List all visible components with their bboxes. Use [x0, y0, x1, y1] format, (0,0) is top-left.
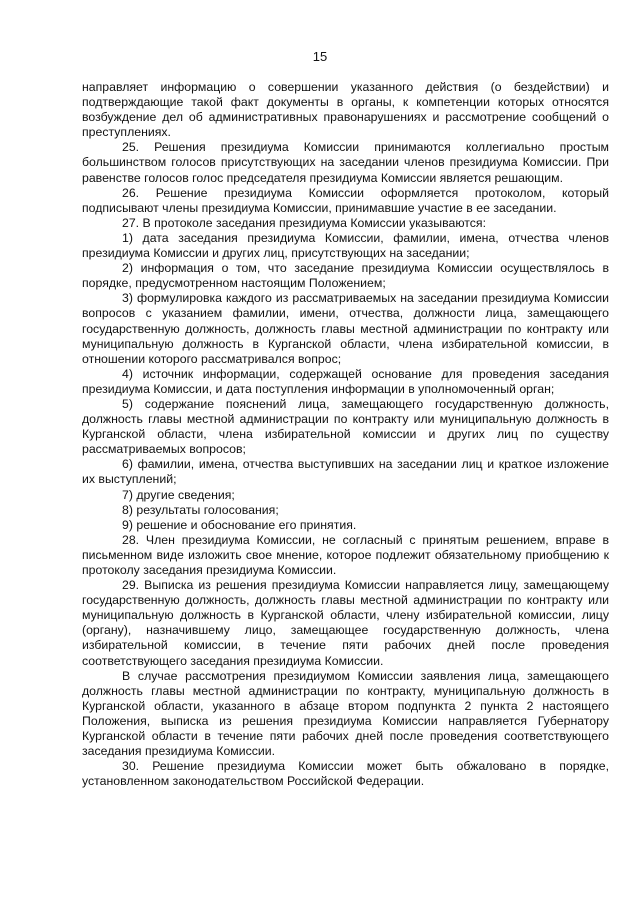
page-number: 15 [312, 49, 328, 64]
document-body [82, 80, 609, 789]
subitem-9: 9) решение и обоснование его принятия. [122, 517, 357, 532]
paragraph-item-25: 25. Решения президиума Комиссии принимаются коллегиально простым большинством голосов присутствующих на заседании членов президиума Комиссии. При равенстве голосов голос председателя президиума Комиссии является решающим. [82, 140, 609, 185]
subitem-4: 4) источник информации, содержащей основание для проведения заседания президиума Комиссии, и дата поступления информации в уполномоченный орган; [82, 366, 609, 396]
subitem-5: 5) содержание пояснений лица, замещающего государственную должность, должность главы местной администрации по контракту или муниципальную должность в Курганской области, члена избирательной комиссии и других лиц по существу рассматриваемых вопросов; [82, 396, 609, 457]
paragraph-item-26: 26. Решение президиума Комиссии оформляется протоколом, который подписывают члены президиума Комиссии, принимавшие участие в ее заседании. [82, 185, 609, 215]
subitem-3: 3) формулировка каждого из рассматриваемых на заседании президиума Комиссии вопросов с указанием фамилии, имени, отчества, должности лица, замещающего государственную должность, должность главы местной администрации по контракту или муниципальную должность в Курганской области, члена избирательной комиссии, в отношении которого рассматривался вопрос; [82, 291, 609, 366]
subitem-8: 8) результаты голосования; [122, 502, 279, 517]
paragraph-continuation: направляет информацию о совершении указанного действия (о бездействии) и подтверждающие такой факт документы в органы, к компетенции которых относятся возбуждение дел об административных правонарушениях и рассмотрение сообщений о преступлениях. [82, 80, 609, 140]
paragraph-item-30: 30. Решение президиума Комиссии может быть обжаловано в порядке, установленном законодательством Российской Федерации. [82, 759, 609, 789]
paragraph-item-29-continued: В случае рассмотрения президиумом Комиссии заявления лица, замещающего должность главы местной администрации по контракту, муниципальную должность в Курганской области, указанного в абзаце втором подпункта 2 пункта 2 настоящего Положения, выписка из решения президиума Комиссии направляется Губернатору Курганской области в течение пяти рабочих дней после проведения соответствующего заседания президиума Комиссии. [82, 668, 609, 759]
subitem-6: 6) фамилии, имена, отчества выступивших на заседании лиц и краткое изложение их выступлений; [82, 457, 609, 487]
subitem-7: 7) другие сведения; [122, 487, 235, 502]
paragraph-item-29: 29. Выписка из решения президиума Комиссии направляется лицу, замещающему государственную должность, должность главы местной администрации по контракту или муниципальную должность в Курганской области, члену избирательной комиссии, лицу (органу), назначившему лицо, замещающее государственную должность, члена избирательной комиссии, в течение пяти рабочих дней после проведения соответствующего заседания президиума Комиссии. [82, 578, 609, 668]
subitem-1: 1) дата заседания президиума Комиссии, фамилии, имена, отчества членов президиума Комиссии и других лиц, присутствующих на заседании; [82, 230, 609, 261]
subitem-2: 2) информация о том, что заседание президиума Комиссии осуществлялось в порядке, предусмотренном настоящим Положением; [82, 261, 609, 291]
paragraph-item-28: 28. Член президиума Комиссии, не согласный с принятым решением, вправе в письменном виде изложить свое мнение, которое подлежит обязательному приобщению к протоколу заседания президиума Комиссии. [82, 532, 609, 577]
paragraph-item-27: 27. В протоколе заседания президиума Комиссии указываются: [122, 215, 486, 230]
